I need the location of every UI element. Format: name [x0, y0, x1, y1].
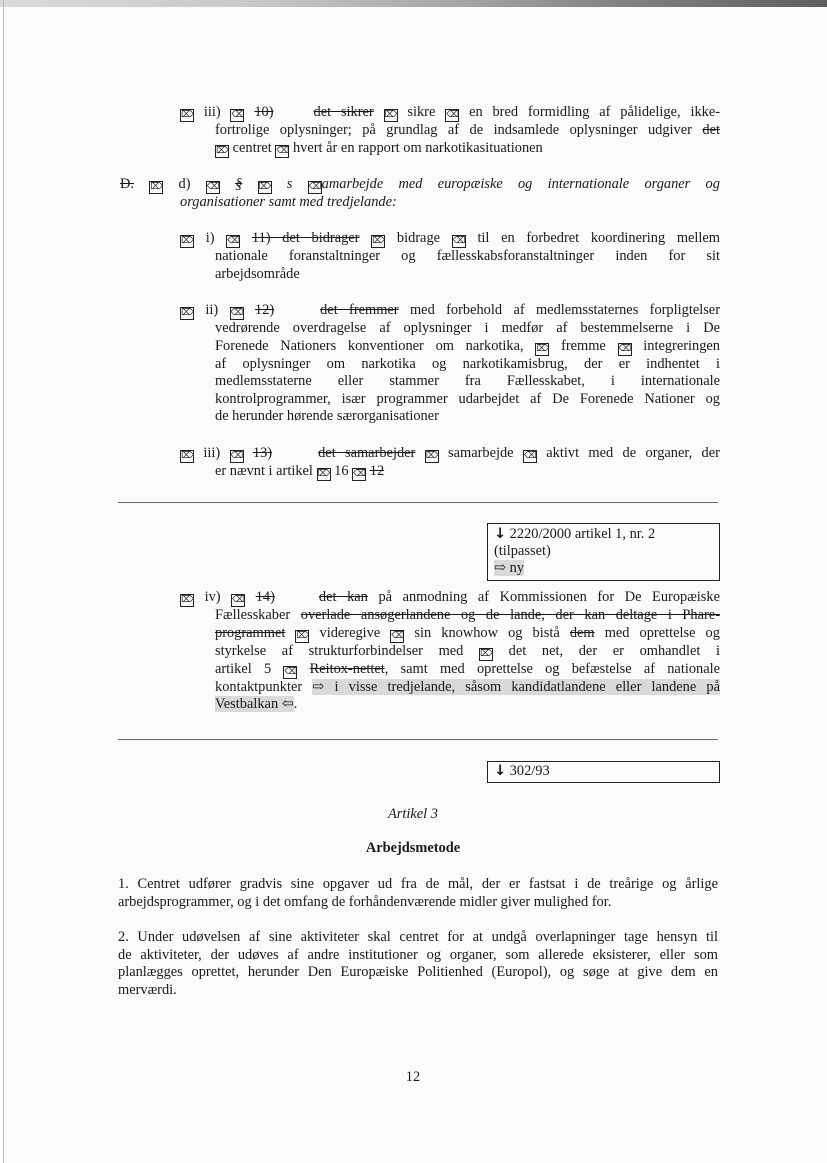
close-mark-icon: ⌫ [227, 236, 240, 246]
open-mark-icon: ⌦ [216, 145, 229, 156]
close-mark-icon: ⌫ [618, 343, 632, 354]
close-mark-icon: ⌫ [308, 182, 322, 192]
item-ii: ⌦ ii) ⌫ 12) det fremmer med forbehold af medlemsstaternes forpligtelser vedrørende overdragelse af oplysninger i medfør af bestemmelserne i De Forenede Nationers konventioner om narkotika, ⌦ fremme ⌫ integreringen af oplysninger om narkotika og narkotikamisbrug, der er indhentet i medlemsstaterne eller stammer fra Fællesskabet, i internationale kontrolprogrammer, især programmer udarbejdet af De Forenede Nationer og de herunder hørende særorganisationer [181, 302, 720, 424]
close-mark-icon: ⌫ [523, 451, 537, 461]
close-mark-icon: ⌫ [284, 666, 298, 677]
separator-line [118, 502, 718, 503]
item-iii-first: ⌦ iii) ⌫ 10) det sikrer ⌦ sikre ⌫ en bred formidling af pålidelige, ikke- fortrolige oplysninger; på grundlag af de indsamlede oplysninger udgiver det ⌦ centret ⌫ hvert år en rapport om narkotikasituationen [181, 104, 721, 156]
item-d: D. ⌦ d) ⌫ § ⌦ s ⌫amarbejde med europæiske og internationale organer og organisationer samt med tredjelande: [120, 176, 720, 210]
paragraph-1: 1. Centret udfører gradvis sine opgaver ud fra de mål, der er fastsat i de treårige og årlige arbejdsprogrammer, og i det omfang de forhåndenværende midler giver mulighed for. [118, 876, 718, 910]
open-mark-icon: ⌦ [258, 182, 272, 192]
item-iv: ⌦ iv) ⌫ 14) det kan på anmodning af Kommissionen for De Europæiske Fællesskaber overlade ansøgerlandene og de lande, der kan deltage i Phare- programmet ⌦ videregive ⌫ sin knowhow og bistå dem med oprettelse og styrkelse af strukturforbindelser med ⌦ det net, der er omhandlet i artikel 5 ⌫ Reitox-nettet, samt med oprettelse og befæstelse af nationale kontaktpunkter ⇨ i visse tredjelande, såsom kandidatlandene eller landene på Vestbalkan ⇦. [181, 589, 720, 712]
close-mark-icon: ⌫ [446, 110, 459, 120]
scan-top-border [0, 0, 827, 7]
paragraph-2: 2. Under udøvelsen af sine aktiviteter skal centret for at undgå overlapninger tage hensyn til de aktiviteter, der udøves af andre institutioner og organer, som allerede eksisterer, eller som planlægges oprettet, herunder Den Europæiske Politienhed (Europol), og søge at give dem en merværdi. [118, 929, 718, 998]
open-mark-icon: ⌦ [181, 451, 194, 461]
close-mark-icon: ⌫ [230, 451, 244, 461]
open-mark-icon: ⌦ [480, 648, 493, 659]
page-number: 12 [405, 1069, 421, 1085]
separator-line [118, 739, 718, 740]
close-mark-icon: ⌫ [391, 630, 405, 641]
open-mark-icon: ⌦ [181, 236, 194, 246]
item-i: ⌦ i) ⌫ 11) det bidrager ⌦ bidrage ⌫ til en forbedret koordinering mellem nationale foranstaltninger og fællesskabsforanstaltninger inden for sit arbejdsområde [181, 230, 721, 282]
open-mark-icon: ⌦ [296, 630, 310, 641]
open-mark-icon: ⌦ [317, 469, 331, 479]
close-mark-icon: ⌫ [353, 469, 366, 479]
item-iii-first-line1: ⌦ iii) ⌫ 10) det sikrer ⌦ sikre ⌫ en bred formidling af pålidelige, ikke- [181, 104, 721, 120]
open-mark-icon: ⌦ [372, 236, 385, 246]
open-mark-icon: ⌦ [181, 110, 194, 120]
item-iii-second: ⌦ iii) ⌫ 13) det samarbejder ⌦ samarbejde ⌫ aktivt med de organer, der er nævnt i artikel ⌦ 16 ⌫ 12 [181, 445, 720, 479]
close-mark-icon: ⌫ [231, 110, 245, 120]
open-mark-icon: ⌦ [384, 110, 398, 120]
open-mark-icon: ⌦ [181, 308, 194, 318]
scan-left-edge [3, 0, 4, 1163]
close-mark-icon: ⌫ [232, 595, 245, 605]
open-mark-icon: ⌦ [181, 595, 194, 605]
close-mark-icon: ⌫ [276, 145, 290, 156]
down-arrow-icon: ↓ [494, 763, 507, 779]
article-title: Arbejdsmetode [365, 840, 461, 856]
reference-box-302-93: ↓ 302/93 [487, 761, 720, 783]
close-mark-icon: ⌫ [206, 182, 220, 192]
down-arrow-icon: ↓ [494, 526, 507, 542]
open-mark-icon: ⌦ [425, 451, 439, 461]
open-mark-icon: ⌦ [150, 182, 163, 192]
article-number: Artikel 3 [388, 806, 438, 822]
close-mark-icon: ⌫ [230, 308, 244, 318]
open-mark-icon: ⌦ [536, 343, 550, 354]
reference-box-2220-2000: ↓ 2220/2000 artikel 1, nr. 2 (tilpasset) ⇨ ny [487, 523, 720, 581]
close-mark-icon: ⌫ [452, 236, 466, 246]
